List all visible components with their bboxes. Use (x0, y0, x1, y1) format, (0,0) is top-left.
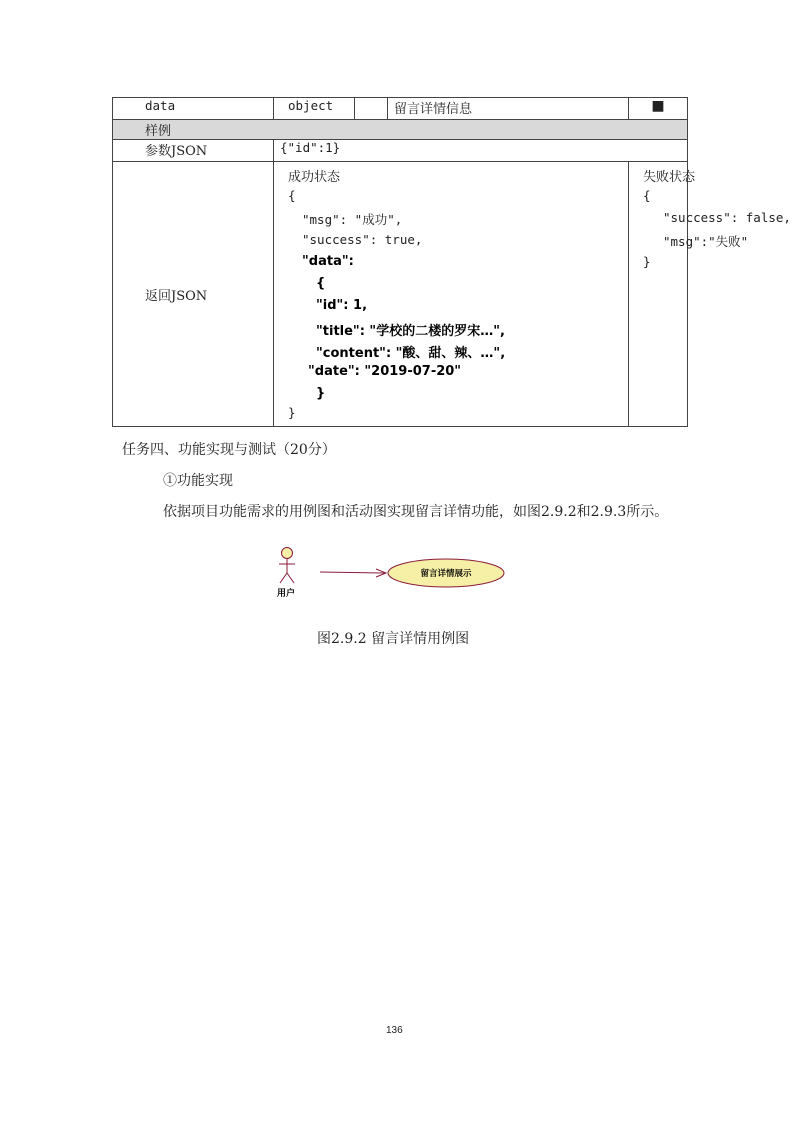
code-line: "date": "2019-07-20" (308, 364, 462, 379)
code-line: "msg": "成功", (302, 212, 403, 227)
sample-header: 样例 (113, 120, 688, 140)
code-line: "content": "酸、甜、辣、…", (316, 346, 506, 361)
param-label: 参数JSON (113, 140, 274, 162)
figure-caption: 图2.9.2 留言详情用例图 (317, 631, 470, 647)
field-desc-cell: 留言详情信息 (388, 98, 629, 120)
code-line: { (643, 188, 651, 203)
code-line: "data": (302, 254, 354, 269)
code-line: "msg":"失败" (663, 234, 749, 249)
usecase-label: 留言详情展示 (420, 568, 472, 578)
success-title: 成功状态 (288, 170, 341, 185)
code-line: } (316, 386, 326, 401)
actor-icon (279, 548, 295, 584)
sub-heading: ①功能实现 (163, 473, 233, 489)
code-line: "success": true, (302, 232, 423, 247)
code-line: "success": false, (663, 210, 791, 225)
success-cell (274, 162, 629, 427)
page-number: 136 (386, 1025, 403, 1036)
code-line: { (316, 276, 326, 291)
actor-label: 用户 (277, 588, 296, 598)
code-line: } (288, 405, 296, 420)
code-line: { (288, 188, 296, 203)
field-type-cell: object (274, 98, 355, 120)
association-arrow (320, 569, 386, 577)
code-line: } (643, 254, 651, 269)
code-line: "title": "学校的二楼的罗宋…", (316, 324, 505, 339)
required-mark-cell: ■ (629, 98, 688, 120)
code-line: "id": 1, (316, 298, 368, 313)
empty-cell (355, 98, 388, 120)
failure-title: 失败状态 (643, 170, 696, 185)
field-name-cell: data (113, 98, 274, 120)
return-label: 返回JSON (113, 162, 274, 427)
failure-cell (629, 162, 791, 427)
usecase-diagram (270, 540, 520, 602)
param-value: {"id":1} (274, 140, 688, 162)
body-paragraph: 依据项目功能需求的用例图和活动图实现留言详情功能，如图2.9.2和2.9.3所示。 (163, 504, 669, 520)
spec-table (112, 97, 791, 427)
task-heading: 任务四、功能实现与测试（20分） (122, 442, 336, 458)
